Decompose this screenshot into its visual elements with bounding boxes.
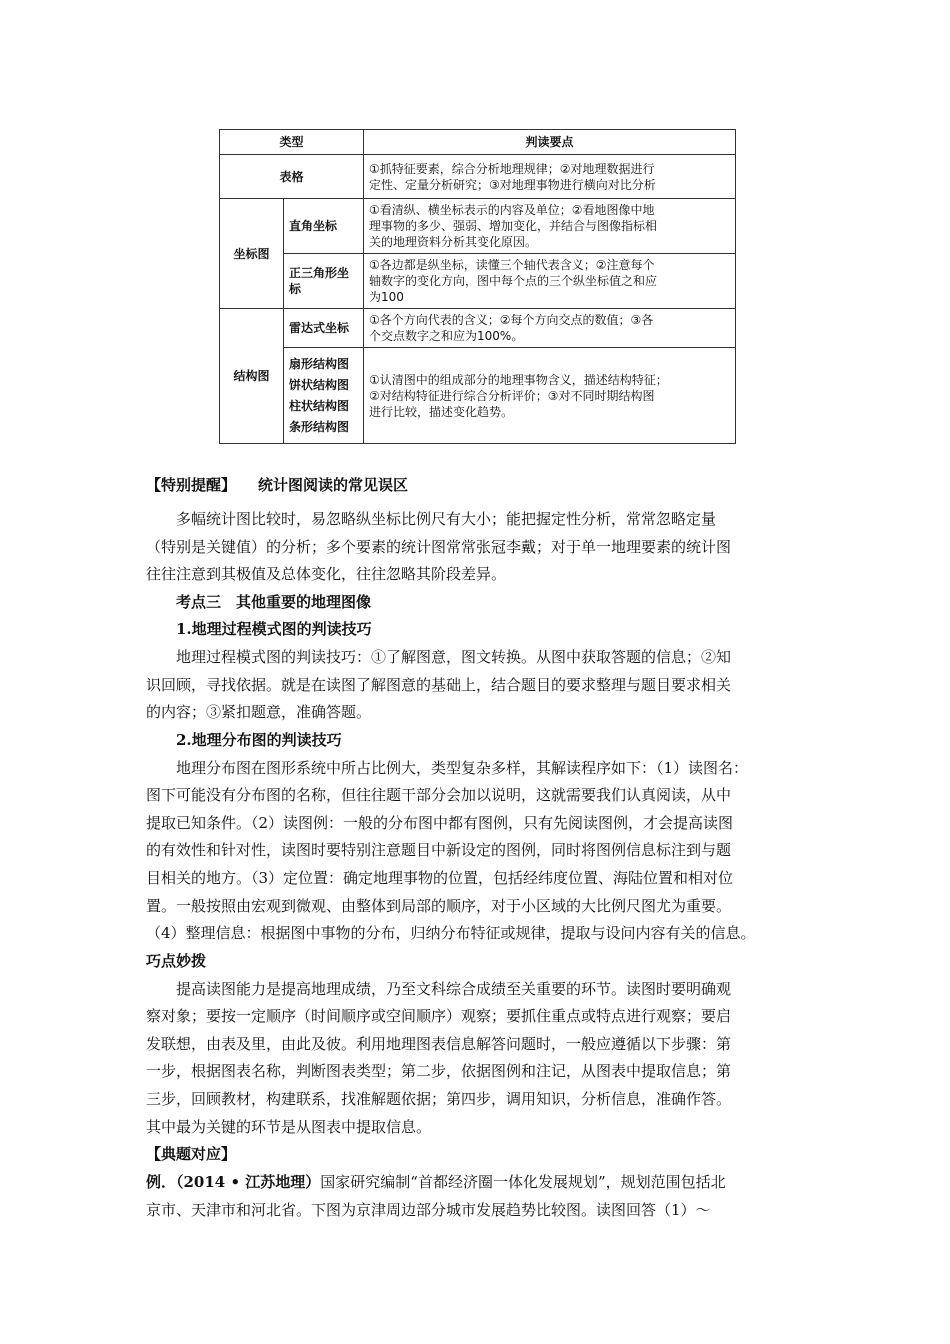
type-triangle-coordinate: 正三角形坐 标 — [284, 254, 364, 309]
type-structure-charts: 扇形结构图 饼状结构图 柱状结构图 条形结构图 — [284, 348, 364, 444]
reminder-title: 统计图阅读的常见误区 — [258, 476, 409, 494]
paragraph-line: 三步，回顾教材，构建联系，找准解题依据；第四步，调用知识，分析信息，准确作答。 — [146, 1090, 732, 1108]
paragraph-line: （4）整理信息：根据图中事物的分布，归纳分布特征或规律，提取与设问内容有关的信息。 — [146, 924, 756, 942]
paragraph-line: 目相关的地方。（3）定位置：确定地理事物的位置，包括经纬度位置、海陆位置和相对位 — [146, 869, 734, 887]
paragraph-line: 一步，根据图表名称，判断图表类型；第二步，依据图例和注记，从图表中提取信息；第 — [146, 1062, 732, 1080]
type-rect-coordinate: 直角坐标 — [284, 199, 364, 254]
example-text: 国家研究编制“首都经济圈一体化发展规划”，规划范围包括北 — [320, 1173, 726, 1191]
paragraph-line: 提高读图能力是提高地理成绩，乃至文科综合成绩至关重要的环节。读图时要明确观 — [176, 980, 732, 998]
tips-heading: 巧点妙拨 — [146, 952, 207, 970]
paragraph-line: 发联想，由表及里，由此及彼。利用地理图表信息解答问题时，一般应遵循以下步骤：第 — [146, 1035, 732, 1053]
reading-points-table — [219, 129, 736, 444]
paragraph-line: （特别是关键值）的分析；多个要素的统计图常常张冠李戴；对于单一地理要素的统计图 — [146, 538, 732, 556]
type-radar: 雷达式坐标 — [284, 309, 364, 348]
header-type: 类型 — [220, 130, 364, 155]
subsection-heading: 1.地理过程模式图的判读技巧 — [176, 620, 372, 638]
points-rect-coordinate: ①看清纵、横坐标表示的内容及单位；②看地图像中地 理事物的多少、强弱、增加变化，并结合与图像指标相 关的地理资料分析其变化原因。 — [364, 199, 736, 254]
section-heading: 考点三 其他重要的地理图像 — [176, 593, 372, 611]
header-points: 判读要点 — [364, 130, 736, 155]
reminder-label: 【特别提醒】 — [146, 476, 237, 494]
paragraph-line: 识回顾，寻找依据。就是在读图了解图意的基础上，结合题目的要求整理与题目要求相关 — [146, 676, 732, 694]
points-radar: ①各个方向代表的含义；②每个方向交点的数值；③各 个交点数字之和应为100%。 — [364, 309, 736, 348]
reminder-heading — [146, 476, 818, 494]
paragraph-line: 察对象；要按一定顺序（时间顺序或空间顺序）观察；要抓住重点或特点进行观察；要启 — [146, 1007, 732, 1025]
group-coordinate: 坐标图 — [220, 199, 284, 309]
subsection-heading: 2.地理分布图的判读技巧 — [176, 731, 342, 749]
example-source: 例．（2014 • 江苏地理） — [146, 1173, 321, 1191]
group-structure: 结构图 — [220, 309, 284, 444]
type-table: 表格 — [220, 155, 364, 199]
paragraph-line: 的有效性和针对性，读图时要特别注意题目中新设定的图例，同时将图例信息标注到与题 — [146, 841, 732, 859]
paragraph-line: 图下可能没有分布图的名称，但往往题干部分会加以说明，这就需要我们认真阅读，从中 — [146, 786, 732, 804]
table-row — [220, 199, 736, 254]
table-header-row — [220, 130, 736, 155]
example-heading: 【典题对应】 — [146, 1145, 237, 1163]
paragraph-line: 置。一般按照由宏观到微观、由整体到局部的顺序，对于小区域的大比例尺图尤为重要。 — [146, 897, 732, 915]
example-line — [146, 1173, 818, 1191]
points-triangle-coordinate: ①各边都是纵坐标，读懂三个轴代表含义；②注意每个 轴数字的变化方向，图中每个点的三个纵坐标值之和应 为100 — [364, 254, 736, 309]
paragraph-line: 地理分布图在图形系统中所占比例大，类型复杂多样，其解读程序如下：（1）读图名： — [176, 759, 749, 777]
paragraph-line: 往往注意到其极值及总体变化，往往忽略其阶段差异。 — [146, 565, 507, 583]
points-table: ①抓特征要素，综合分析地理规律；②对地理数据进行 定性、定量分析研究；③对地理事物进行横向对比分析 — [364, 155, 736, 199]
table-row — [220, 254, 736, 309]
table-row — [220, 155, 736, 199]
example-line: 京市、天津市和河北省。下图为京津周边部分城市发展趋势比较图。读图回答（1）～ — [146, 1201, 711, 1219]
table-row — [220, 348, 736, 444]
paragraph-line: 的内容；③紧扣题意，准确答题。 — [146, 703, 372, 721]
paragraph-line: 其中最为关键的环节是从图表中提取信息。 — [146, 1118, 432, 1136]
paragraph-line: 多幅统计图比较时，易忽略纵坐标比例尺有大小；能把握定性分析，常常忽略定量 — [176, 510, 717, 528]
paragraph-line: 地理过程模式图的判读技巧：①了解图意，图文转换。从图中获取答题的信息；②知 — [176, 648, 732, 666]
points-structure-charts: ①认清图中的组成部分的地理事物含义，描述结构特征； ②对结构特征进行综合分析评价；③对不同时期结构图 进行比较，描述变化趋势。 — [364, 348, 736, 444]
table-row — [220, 309, 736, 348]
paragraph-line: 提取已知条件。（2）读图例：一般的分布图中都有图例，只有先阅读图例，才会提高读图 — [146, 814, 734, 832]
